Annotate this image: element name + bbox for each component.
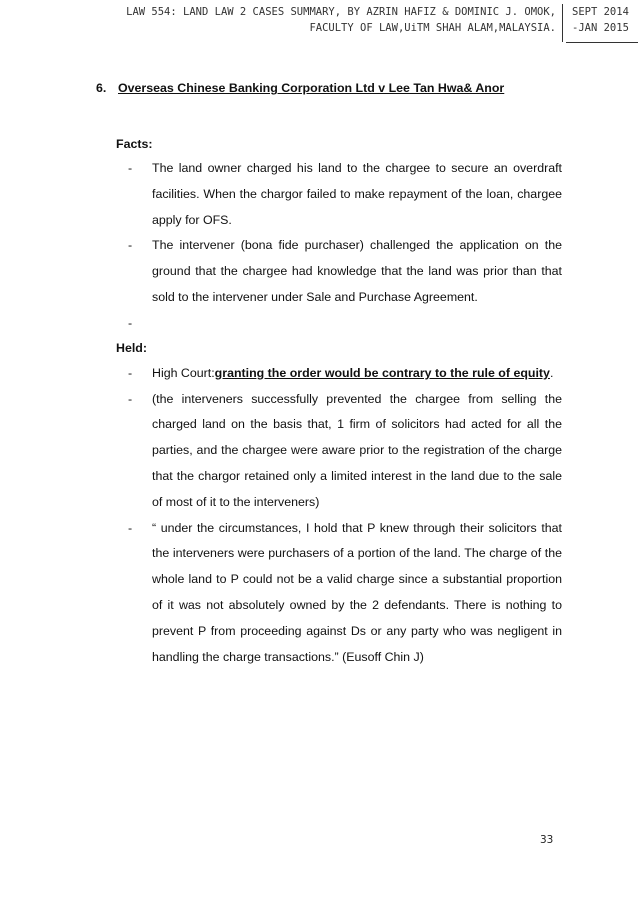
bullet-dash: -	[128, 238, 133, 253]
bullet-dash: -	[128, 520, 133, 535]
held-item	[128, 361, 562, 387]
bullet-dash: -	[128, 161, 133, 175]
header-line-2: FACULTY OF LAW,UiTM SHAH ALAM,MALAYSIA.	[309, 22, 556, 34]
facts-item	[128, 233, 562, 310]
running-header	[0, 0, 638, 44]
facts-item-empty	[128, 311, 562, 336]
header-course-info	[86, 4, 563, 42]
facts-item	[128, 156, 562, 233]
header-date-line-1: SEPT 2014	[572, 6, 629, 18]
header-divider	[566, 42, 638, 43]
held-item	[128, 387, 562, 516]
facts-item-text: The intervener (bona fide purchaser) challenged the application on the ground that the chargee had knowledge that the land was prior than that sold to the intervener under Sale and Purchase Agreement.	[152, 238, 562, 304]
held-heading: Held:	[116, 341, 147, 356]
header-date	[572, 4, 638, 36]
held-period: .	[549, 365, 554, 380]
case-heading	[96, 76, 562, 100]
bullet-dash: -	[128, 315, 133, 330]
facts-item-text	[152, 311, 562, 336]
header-line-1: LAW 554: LAND LAW 2 CASES SUMMARY, BY AZRIN HAFIZ & DOMINIC J. OMOK,	[126, 6, 556, 18]
page-number: 33	[540, 834, 554, 846]
case-title: Overseas Chinese Banking Corporation Ltd v Lee Tan Hwa& Anor	[118, 81, 505, 95]
case-number: 6.	[96, 81, 107, 95]
bullet-dash: -	[128, 365, 133, 380]
held-item	[128, 516, 562, 671]
held-court-label: High Court:	[152, 365, 215, 380]
held-item-text: (the interveners successfully prevented the chargee from selling the charged land on the basis that, 1 firm of solicitors had acted for all the parties, and the chargee were aware prior to the registration of the charge that the chargor retained only a limited interest in the land due to the sale of most of it to the interveners)	[152, 391, 562, 509]
facts-heading: Facts:	[116, 136, 153, 151]
header-date-line-2: -JAN 2015	[572, 22, 629, 34]
facts-item-text: The land owner charged his land to the chargee to secure an overdraft facilities. When the chargor failed to make repayment of the loan, chargee apply for OFS.	[152, 161, 562, 227]
held-emphasis: granting the order would be contrary to the rule of equity	[214, 365, 550, 380]
held-item-text	[152, 361, 562, 387]
held-quote-text: “ under the circumstances, I hold that P knew through their solicitors that the interveners were purchasers of a portion of the land. The charge of the whole land to P could not be a valid charge since a substantial proportion of it was not absolutely owned by the 2 defendants. There is nothing to prevent P from proceeding against Ds or any party who was negligent in handling the charge transactions.” (Eusoff Chin J)	[152, 520, 562, 664]
bullet-dash: -	[128, 391, 133, 406]
page-body	[96, 76, 562, 670]
